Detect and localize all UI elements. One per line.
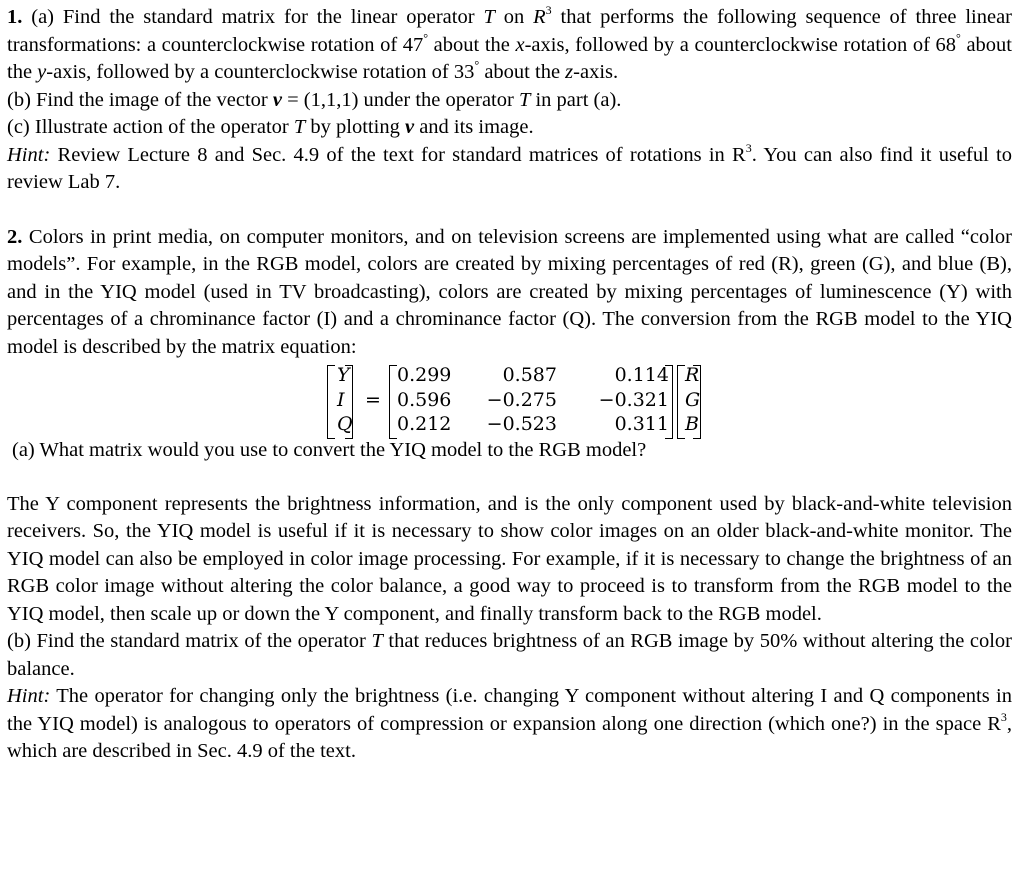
problem-1-part-c: (c) Illustrate action of the operator T by plotting v and its image. — [7, 116, 534, 138]
problem-1-hint: Hint: Review Lecture 8 and Sec. 4.9 of the text for standard matrices of rotations in $R^3$. You can also find it useful to review Lab 7. — [7, 140, 1013, 193]
problem-2-number: 2. — [7, 225, 23, 248]
problem-2-hint: Hint: The operator for changing only the brightness (i.e. changing Y component without altering I and Q components in the YIQ model) is analogous to operators of compression or expansion along one direction (which one?) in the space $R^3$, which are described in Sec. 4.9 of the text. — [7, 685, 1012, 762]
lhs-vector: Y I Q — [337, 364, 353, 435]
matrix-right-bracket — [665, 365, 673, 439]
yiq-matrix-equation — [7, 361, 1012, 443]
lhs-right-bracket — [345, 365, 353, 439]
problem-1-part-a: 1. (a) Find the standard matrix for the linear operator T on $R^3$ that performs the following sequence of three linear transformations: a counterclockwise rotation of 47° about the x-axis, followed by a counterclockwise rotation of 68° about the y-axis, followed by a counterclockwise rotation of 33° about the z-axis. — [7, 3, 1013, 83]
problem-1-number: 1. — [7, 6, 23, 28]
matrix-column-3: 0.114 −0.321 0.311 — [598, 364, 669, 435]
rhs-vector: R G B — [685, 364, 701, 435]
problem-1-part-b: (b) Find the image of the vector v = (1,1,1) under the operator T in part (a). — [7, 88, 622, 111]
problem-2-part-b: (b) Find the standard matrix of the operator T that reduces brightness of an RGB image by 50% without altering the color balance. — [7, 630, 1012, 680]
rhs-right-bracket — [693, 365, 701, 439]
matrix-column-2: 0.587 −0.275 −0.523 — [486, 364, 557, 435]
problem-2-body: The Y component represents the brightness information, and is the only component used by black-and-white television receivers. So, the YIQ model is useful if it is necessary to show color images on an older black-and-white monitor. The YIQ model can also be employed in color image processing. For example, if it is necessary to change the brightness of an RGB color image without altering the color balance, a good way to proceed is to transform from the RGB model to the YIQ model, then scale up or down the Y component, and finally transform back to the RGB model. — [7, 492, 1012, 625]
matrix-left-bracket — [389, 365, 397, 439]
lhs-left-bracket — [327, 365, 335, 439]
rhs-left-bracket — [677, 365, 685, 439]
document-page — [7, 4, 1012, 766]
problem-2-part-a: (a) What matrix would you use to convert the YIQ model to the RGB model? — [12, 439, 647, 461]
matrix-column-1: 0.299 0.596 0.212 — [397, 364, 452, 435]
problem-2-intro: 2. Colors in print media, on computer monitors, and on television screens are implemented using what are called “color models”. For example, in the RGB model, colors are created by mixing percentages of red (R), green (G), and blue (B), and in the YIQ model (used in TV broadcasting), colors are created by mixing percentages of luminescence (Y) with percentages of a chrominance factor (I) and a chrominance factor (Q). The conversion from the RGB model to the YIQ model is described by the matrix equation: — [7, 225, 1012, 358]
equals-sign: = — [365, 389, 381, 411]
